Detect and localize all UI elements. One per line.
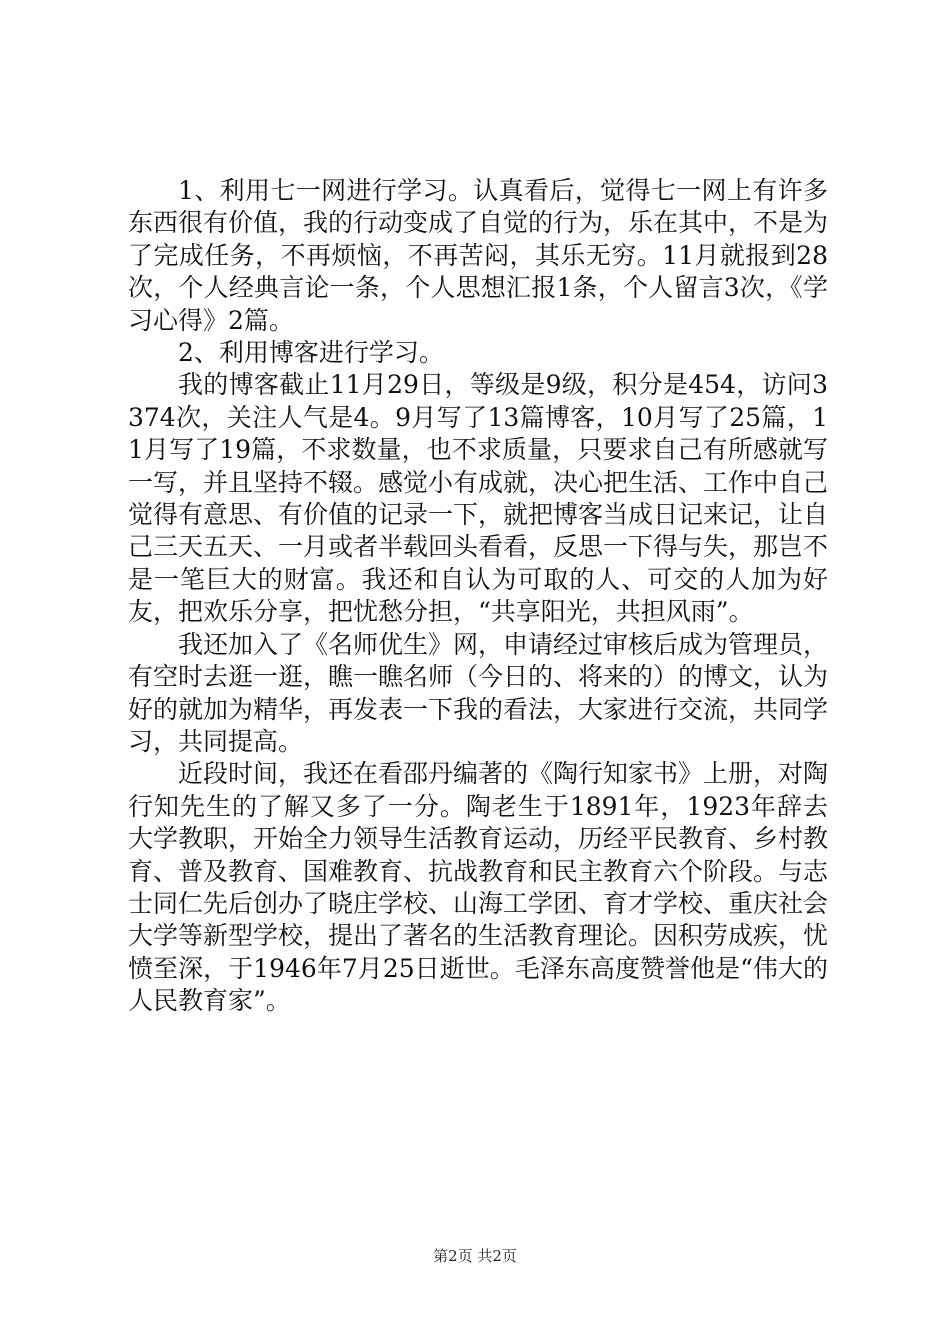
paragraph-qiyi-study: 1、利用七一网进行学习。认真看后，觉得七一网上有许多东西很有价值，我的行动变成了自觉的行为，乐在其中，不是为了完成任务，不再烦恼，不再苦闷，其乐无穷。11月就报到28次，个人经典言论一条，个人思想汇报1条，个人留言3次，《学习心得》2篇。 bbox=[128, 176, 829, 335]
paragraph-tao-xingzhi: 近段时间，我还在看邵丹编著的《陶行知家书》上册，对陶行知先生的了解又多了一分。陶老生于1891年，1923年辞去大学教职，开始全力领导生活教育运动，历经平民教育、乡村教育、普及教育、国难教育、抗战教育和民主教育六个阶段。与志士同仁先后创办了晓庄学校、山海工学团、育才学校、重庆社会大学等新型学校，提出了著名的生活教育理论。因积劳成疾，忧愤至深，于1946年7月25日逝世。毛泽东高度赞誉他是“伟大的人民教育家”。 bbox=[128, 759, 829, 1016]
paragraph-blog-stats: 我的博客截止11月29日，等级是9级，积分是454，访问3374次，关注人气是4。9月写了13篇博客，10月写了25篇，11月写了19篇，不求数量，也不求质量，只要求自己有所感就写一写，并且坚持不辍。感觉小有成就，决心把生活、工作中自己觉得有意思、有价值的记录一下，就把博客当成日记来记，让自己三天五天、一月或者半载回头看看，反思一下得与失，那岂不是一笔巨大的财富。我还和自认为可取的人、可交的人加为好友，把欢乐分享，把忧愁分担，“共享阳光，共担风雨”。 bbox=[128, 370, 829, 627]
paragraph-blog-heading: 2、利用博客进行学习。 bbox=[178, 338, 444, 368]
document-body bbox=[128, 175, 828, 1018]
paragraph-famous-teacher-site: 我还加入了《名师优生》网，申请经过审核后成为管理员，有空时去逛一逛，瞧一瞧名师（今日的、将来的）的博文，认为好的就加为精华，再发表一下我的看法，大家进行交流，共同学习，共同提高。 bbox=[128, 629, 829, 756]
page-footer: 第2页 共2页 bbox=[433, 1247, 517, 1265]
